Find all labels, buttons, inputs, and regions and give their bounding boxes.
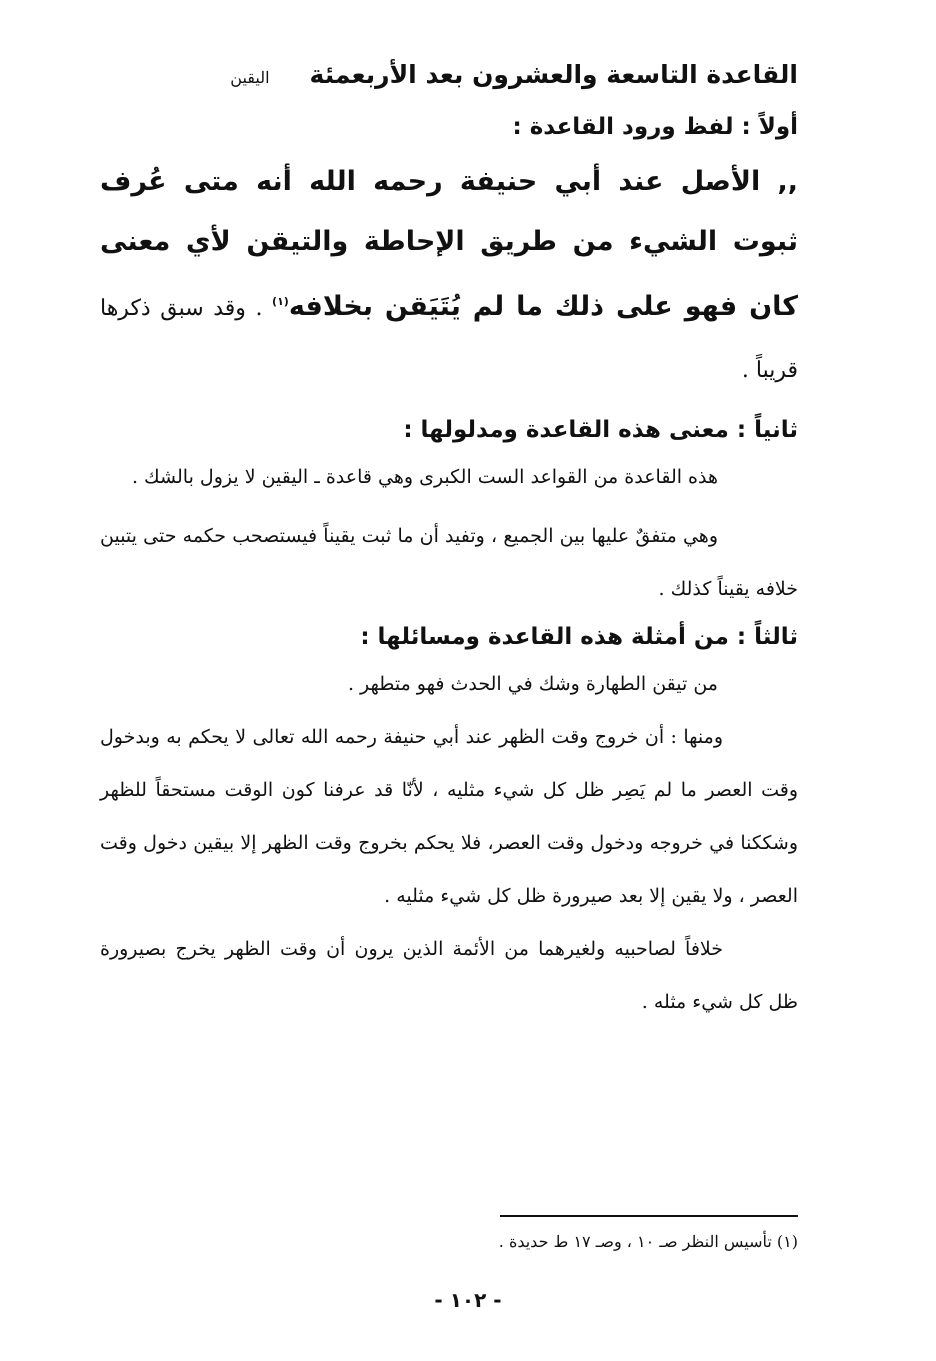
second-heading: ثانياً : معنى هذه القاعدة ومدلولها : (403, 417, 798, 443)
rule-title: القاعدة التاسعة والعشرون بعد الأربعمئة (309, 60, 798, 89)
page-content (100, 60, 798, 1029)
third-paragraph-1: من تيقن الطهارة وشك في الحدث فهو متطهر . (347, 673, 718, 695)
page-header (100, 60, 798, 106)
second-paragraph-1: هذه القاعدة من القواعد الست الكبرى وهي قاعدة ـ اليقين لا يزول بالشك . (131, 466, 718, 488)
third-paragraph-2: ومنها : أن خروج وقت الظهر عند أبي حنيفة رحمه الله تعالى لا يحكم به وبدخول وقت العصر ما لم يَصِر ظل كل شيء مثليه ، لأنّا قد عرفنا كون الوقت مستحقاً للظهر وشككنا في خروجه ودخول وقت العصر، فلا يحكم بخروج وقت الظهر إلا بيقين دخول وقت العصر ، ولا يقين إلا بعد صيرورة ظل كل شيء مثليه . (100, 726, 798, 907)
footnote-divider (500, 1215, 798, 1217)
second-paragraph-2: وهي متفقٌ عليها بين الجميع ، وتفيد أن ما ثبت يقيناً فيستصحب حكمه حتى يتبين خلافه يقيناً كذلك . (100, 525, 798, 600)
quote-rest: . وقد سبق ذكرها قريباً . (100, 296, 798, 383)
first-heading: أولاً : لفظ ورود القاعدة : (512, 114, 798, 140)
rule-quote (100, 152, 798, 401)
third-heading: ثالثاً : من أمثلة هذه القاعدة ومسائلها : (360, 624, 798, 650)
quote-text: ,, الأصل عند أبي حنيفة رحمه الله أنه متى عُرف ثبوت الشيء من طريق الإحاطة والتيقن لأي معنى كان فهو على ذلك ما لم يُتَيَقن بخلافه (100, 166, 798, 322)
third-paragraph-3: خلافاً لصاحبيه ولغيرهما من الأئمة الذين يرون أن وقت الظهر يخرج بصيرورة ظل كل شيء مثله . (100, 938, 798, 1013)
running-title: اليقين (230, 68, 270, 87)
footnote-reference: (١) (272, 295, 289, 308)
footnote: (١) تأسيس النظر صـ ١٠ ، وصـ ١٧ ط حديدة . (498, 1232, 798, 1251)
page-number: - ١٠٢ - (434, 1288, 502, 1312)
